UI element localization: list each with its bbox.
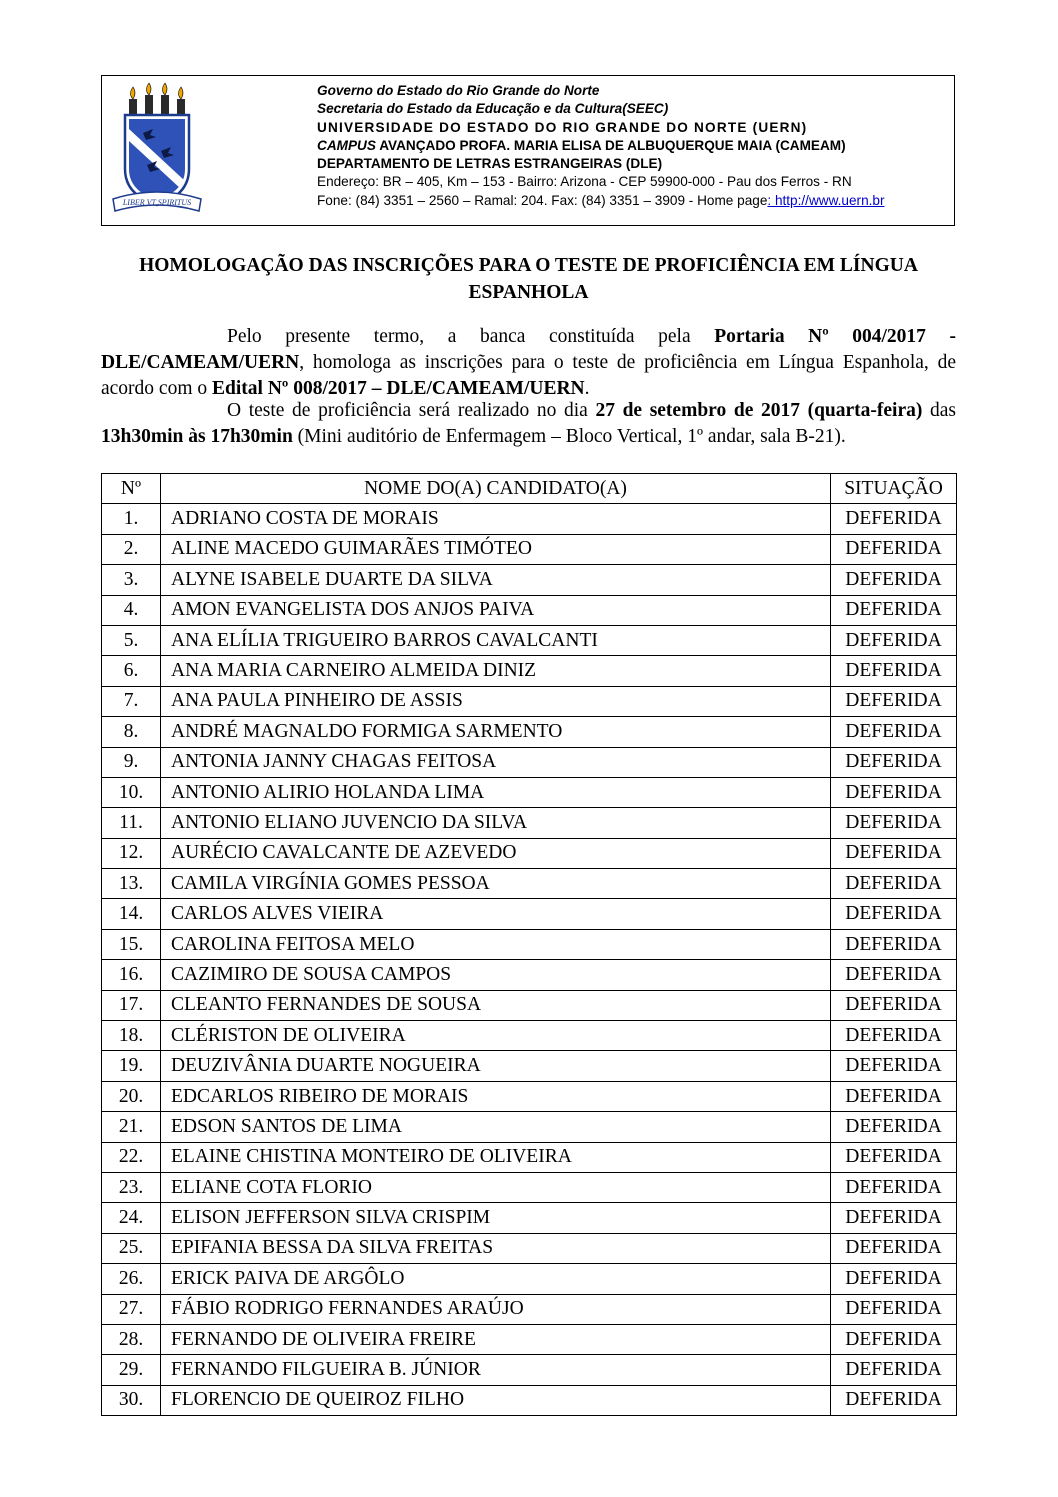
candidate-name: CAROLINA FEITOSA MELO <box>161 929 831 959</box>
candidate-name: ANTONIA JANNY CHAGAS FEITOSA <box>161 747 831 777</box>
campus-name: AVANÇADO PROFA. MARIA ELISA DE ALBUQUERQUE MAIA (CAMEAM) <box>379 137 846 153</box>
table-row <box>102 1385 957 1415</box>
candidate-name: AURÉCIO CAVALCANTE DE AZEVEDO <box>161 838 831 868</box>
table-row <box>102 625 957 655</box>
table-row <box>102 1081 957 1111</box>
document-title: HOMOLOGAÇÃO DAS INSCRIÇÕES PARA O TESTE DE PROFICIÊNCIA EM LÍNGUA ESPANHOLA <box>139 255 918 303</box>
table-header-row <box>102 474 957 504</box>
row-number: 11. <box>102 808 161 838</box>
candidates-table <box>101 473 957 1416</box>
candidate-status: DEFERIDA <box>831 1264 957 1294</box>
row-number: 24. <box>102 1203 161 1233</box>
row-number: 27. <box>102 1294 161 1324</box>
paragraph-schedule <box>101 398 956 450</box>
table-row <box>102 838 957 868</box>
candidate-status: DEFERIDA <box>831 1324 957 1354</box>
p1-text-1: Pelo presente termo, a banca constituída pela <box>227 326 715 347</box>
candidate-status: DEFERIDA <box>831 1172 957 1202</box>
candidate-name: EDSON SANTOS DE LIMA <box>161 1112 831 1142</box>
candidate-status: DEFERIDA <box>831 1051 957 1081</box>
candidate-name: ALYNE ISABELE DUARTE DA SILVA <box>161 565 831 595</box>
candidate-name: ERICK PAIVA DE ARGÔLO <box>161 1264 831 1294</box>
candidate-name: AMON EVANGELISTA DOS ANJOS PAIVA <box>161 595 831 625</box>
header-line-department: DEPARTAMENTO DE LETRAS ESTRANGEIRAS (DLE) <box>317 156 663 172</box>
candidate-status: DEFERIDA <box>831 777 957 807</box>
p2-text-2: das <box>922 400 956 421</box>
candidate-status: DEFERIDA <box>831 808 957 838</box>
row-number: 25. <box>102 1233 161 1263</box>
candidate-name: ELAINE CHISTINA MONTEIRO DE OLIVEIRA <box>161 1142 831 1172</box>
table-row <box>102 1172 957 1202</box>
candidate-name: FERNANDO DE OLIVEIRA FREIRE <box>161 1324 831 1354</box>
table-row <box>102 869 957 899</box>
row-number: 15. <box>102 929 161 959</box>
row-number: 7. <box>102 686 161 716</box>
candidate-name: ANA PAULA PINHEIRO DE ASSIS <box>161 686 831 716</box>
p2-time: 13h30min às 17h30min <box>101 426 293 447</box>
table-row <box>102 717 957 747</box>
table-row <box>102 808 957 838</box>
p1-text-2: , homologa as inscrições para o teste de proficiência em Língua Espanhola, de acordo com o <box>101 352 956 399</box>
candidate-status: DEFERIDA <box>831 534 957 564</box>
candidate-status: DEFERIDA <box>831 595 957 625</box>
paragraph-homologation <box>101 324 956 402</box>
row-number: 10. <box>102 777 161 807</box>
table-body <box>102 504 957 1416</box>
candidate-name: DEUZIVÂNIA DUARTE NOGUEIRA <box>161 1051 831 1081</box>
row-number: 26. <box>102 1264 161 1294</box>
row-number: 2. <box>102 534 161 564</box>
p1-edital: Edital Nº 008/2017 – DLE/CAMEAM/UERN <box>212 378 585 399</box>
row-number: 13. <box>102 869 161 899</box>
candidate-name: ELISON JEFFERSON SILVA CRISPIM <box>161 1203 831 1233</box>
candidate-status: DEFERIDA <box>831 747 957 777</box>
candidate-name: EPIFANIA BESSA DA SILVA FREITAS <box>161 1233 831 1263</box>
candidate-status: DEFERIDA <box>831 1112 957 1142</box>
candidate-status: DEFERIDA <box>831 565 957 595</box>
candidate-status: DEFERIDA <box>831 1021 957 1051</box>
candidate-name: EDCARLOS RIBEIRO DE MORAIS <box>161 1081 831 1111</box>
table-row <box>102 565 957 595</box>
table-row <box>102 1355 957 1385</box>
table-row <box>102 1264 957 1294</box>
candidate-name: ELIANE COTA FLORIO <box>161 1172 831 1202</box>
candidate-status: DEFERIDA <box>831 929 957 959</box>
candidate-status: DEFERIDA <box>831 1294 957 1324</box>
candidate-status: DEFERIDA <box>831 899 957 929</box>
candidate-name: ANTONIO ELIANO JUVENCIO DA SILVA <box>161 808 831 838</box>
candidate-name: CAZIMIRO DE SOUSA CAMPOS <box>161 960 831 990</box>
candidate-name: ADRIANO COSTA DE MORAIS <box>161 504 831 534</box>
candidate-name: FLORENCIO DE QUEIROZ FILHO <box>161 1385 831 1415</box>
candidate-status: DEFERIDA <box>831 960 957 990</box>
table-row <box>102 656 957 686</box>
table-row <box>102 1233 957 1263</box>
row-number: 21. <box>102 1112 161 1142</box>
candidate-name: ANA MARIA CARNEIRO ALMEIDA DINIZ <box>161 656 831 686</box>
candidate-name: CLEANTO FERNANDES DE SOUSA <box>161 990 831 1020</box>
table-row <box>102 1203 957 1233</box>
table-row <box>102 534 957 564</box>
candidate-status: DEFERIDA <box>831 1233 957 1263</box>
candidate-name: CLÉRISTON DE OLIVEIRA <box>161 1021 831 1051</box>
p2-text-1: O teste de proficiência será realizado no dia <box>227 400 596 421</box>
candidate-name: CAMILA VIRGÍNIA GOMES PESSOA <box>161 869 831 899</box>
candidate-name: ANTONIO ALIRIO HOLANDA LIMA <box>161 777 831 807</box>
row-number: 14. <box>102 899 161 929</box>
table-row <box>102 747 957 777</box>
row-number: 30. <box>102 1385 161 1415</box>
candidate-status: DEFERIDA <box>831 1081 957 1111</box>
header-candidate-name: NOME DO(A) CANDIDATO(A) <box>161 474 831 504</box>
table-row <box>102 1051 957 1081</box>
row-number: 23. <box>102 1172 161 1202</box>
row-number: 19. <box>102 1051 161 1081</box>
row-number: 17. <box>102 990 161 1020</box>
homepage-link[interactable]: : http://www.uern.br <box>767 192 885 208</box>
table-row <box>102 504 957 534</box>
table-row <box>102 1324 957 1354</box>
logo-motto: LIBER VT SPIRITUS <box>122 198 192 207</box>
row-number: 3. <box>102 565 161 595</box>
row-number: 5. <box>102 625 161 655</box>
row-number: 4. <box>102 595 161 625</box>
header-line-secretariat: Secretaria do Estado da Educação e da Cultura(SEEC) <box>317 101 669 117</box>
table-row <box>102 777 957 807</box>
table-row <box>102 1021 957 1051</box>
candidate-name: FÁBIO RODRIGO FERNANDES ARAÚJO <box>161 1294 831 1324</box>
candidate-status: DEFERIDA <box>831 1142 957 1172</box>
row-number: 12. <box>102 838 161 868</box>
p2-date: 27 de setembro de 2017 (quarta-feira) <box>595 400 923 421</box>
table-row <box>102 686 957 716</box>
table-row <box>102 990 957 1020</box>
row-number: 1. <box>102 504 161 534</box>
row-number: 20. <box>102 1081 161 1111</box>
candidate-name: ALINE MACEDO GUIMARÃES TIMÓTEO <box>161 534 831 564</box>
candidate-name: FERNANDO FILGUEIRA B. JÚNIOR <box>161 1355 831 1385</box>
candidate-status: DEFERIDA <box>831 1203 957 1233</box>
table-row <box>102 960 957 990</box>
row-number: 9. <box>102 747 161 777</box>
header-line-contact <box>317 192 947 210</box>
table-row <box>102 929 957 959</box>
p1-text-3: . <box>584 378 590 399</box>
candidate-status: DEFERIDA <box>831 869 957 899</box>
row-number: 29. <box>102 1355 161 1385</box>
candidate-status: DEFERIDA <box>831 717 957 747</box>
p1-portaria: Portaria Nº 004/2017 - DLE/CAMEAM/UERN <box>101 326 956 373</box>
candidate-status: DEFERIDA <box>831 1355 957 1385</box>
table-row <box>102 899 957 929</box>
table-row <box>102 1142 957 1172</box>
candidate-name: ANDRÉ MAGNALDO FORMIGA SARMENTO <box>161 717 831 747</box>
campus-word: CAMPUS <box>317 137 376 153</box>
candidate-status: DEFERIDA <box>831 625 957 655</box>
table-row <box>102 1112 957 1142</box>
row-number: 22. <box>102 1142 161 1172</box>
header-line-campus <box>317 137 947 155</box>
table-row <box>102 1294 957 1324</box>
header-number: Nº <box>102 474 161 504</box>
row-number: 8. <box>102 717 161 747</box>
candidate-status: DEFERIDA <box>831 838 957 868</box>
uern-coat-of-arms-icon <box>103 77 211 224</box>
header-line-address: Endereço: BR – 405, Km – 153 - Bairro: Arizona - CEP 59900-000 - Pau dos Ferros - RN <box>317 174 852 190</box>
header-line-university: UNIVERSIDADE DO ESTADO DO RIO GRANDE DO NORTE (UERN) <box>317 119 808 135</box>
candidate-status: DEFERIDA <box>831 990 957 1020</box>
candidate-status: DEFERIDA <box>831 656 957 686</box>
row-number: 6. <box>102 656 161 686</box>
letterhead <box>101 75 955 226</box>
candidate-status: DEFERIDA <box>831 686 957 716</box>
row-number: 16. <box>102 960 161 990</box>
table-row <box>102 595 957 625</box>
p2-text-3: (Mini auditório de Enfermagem – Bloco Vertical, 1º andar, sala B-21). <box>292 426 846 447</box>
candidate-name: CARLOS ALVES VIEIRA <box>161 899 831 929</box>
header-status: SITUAÇÃO <box>831 474 957 504</box>
candidate-name: ANA ELÍLIA TRIGUEIRO BARROS CAVALCANTI <box>161 625 831 655</box>
candidate-status: DEFERIDA <box>831 1385 957 1415</box>
row-number: 18. <box>102 1021 161 1051</box>
row-number: 28. <box>102 1324 161 1354</box>
contact-text: Fone: (84) 3351 – 2560 – Ramal: 204. Fax: (84) 3351 – 3909 - Home page <box>317 192 768 208</box>
letterhead-text <box>317 82 947 210</box>
candidate-status: DEFERIDA <box>831 504 957 534</box>
header-line-government: Governo do Estado do Rio Grande do Norte <box>317 83 600 98</box>
